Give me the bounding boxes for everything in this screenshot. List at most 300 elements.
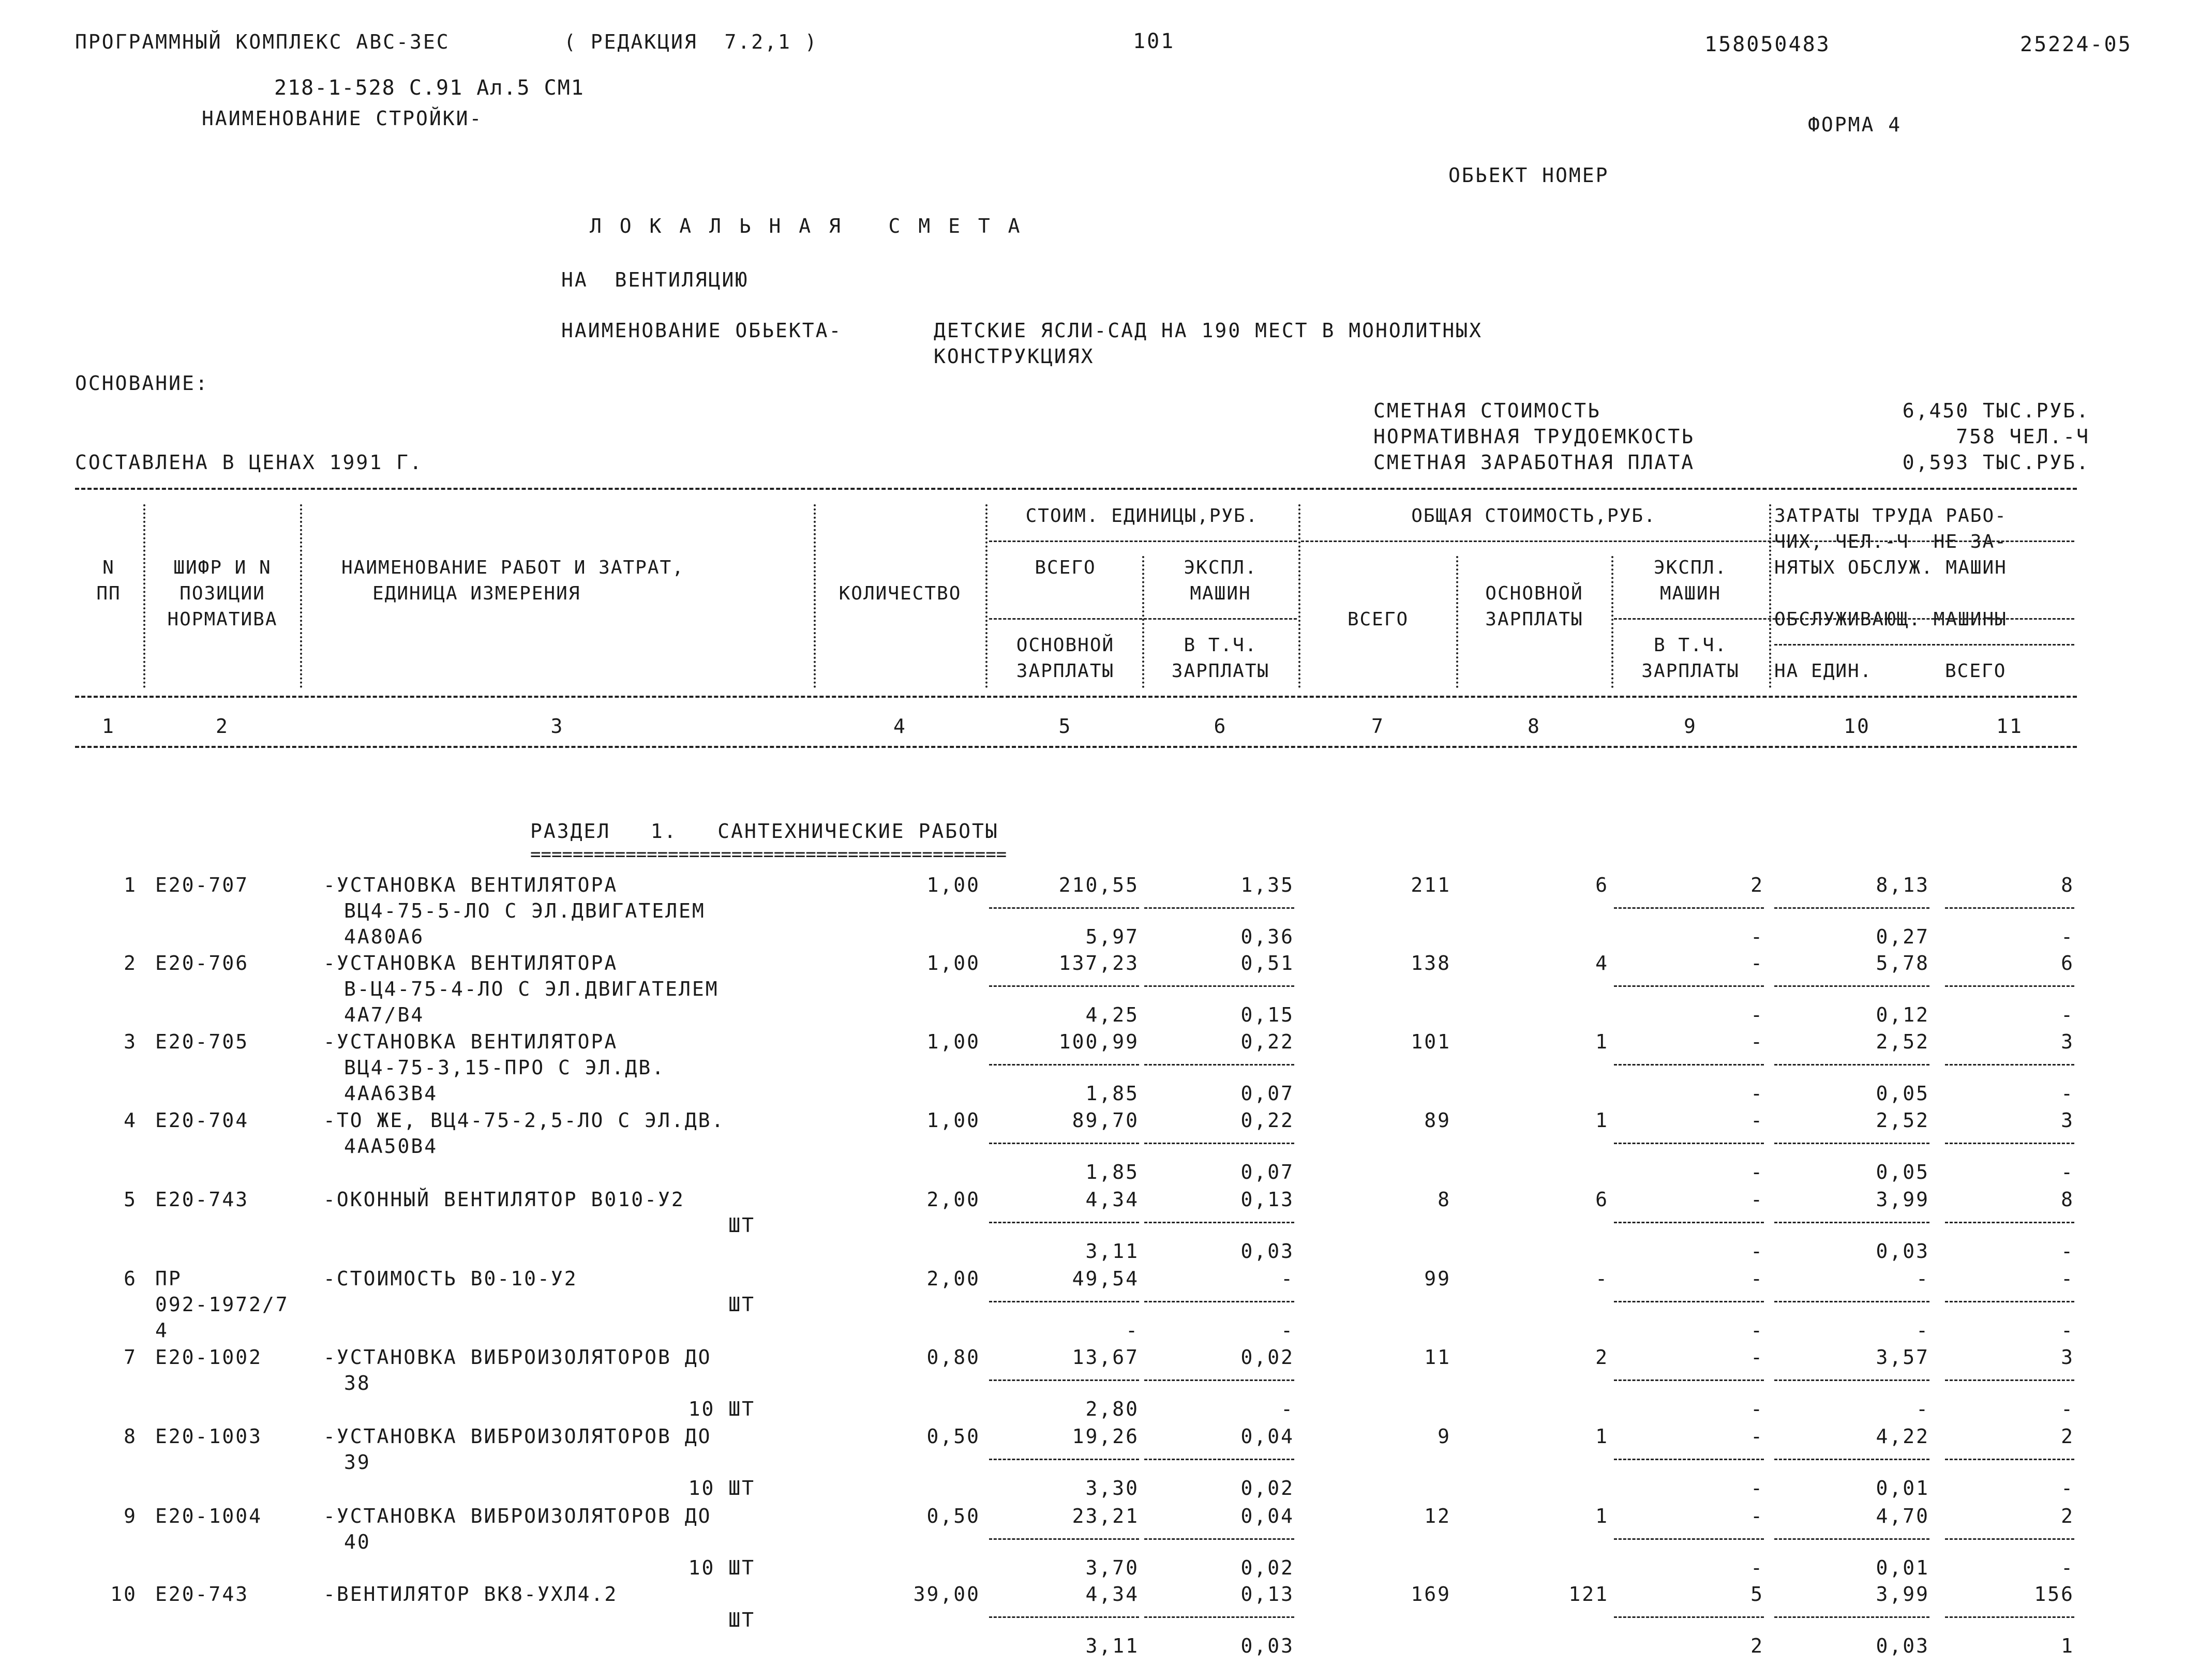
row-total-wages: 1 bbox=[1595, 1030, 1609, 1053]
row-code: Е20-1004 bbox=[155, 1505, 263, 1527]
col6-header-bottom-line1: В Т.Ч. bbox=[1184, 635, 1258, 656]
row-name: 4АА63В4 bbox=[344, 1082, 438, 1105]
row-labor-unit: 3,99 bbox=[1876, 1188, 1929, 1211]
cell-divider bbox=[1144, 1301, 1294, 1302]
row-name: 39 bbox=[344, 1451, 371, 1474]
labor-machines-header: ОБСЛУЖИВАЮЩ. МАШИНЫ bbox=[1774, 609, 2007, 630]
row-labor-unit: 3,57 bbox=[1876, 1346, 1929, 1369]
program-name: ПРОГРАММНЫЙ КОМПЛЕКС АВС-3ЕС bbox=[75, 31, 450, 53]
col-number-6: 6 bbox=[1214, 715, 1228, 738]
row-unit-wages: 5,97 bbox=[1085, 925, 1139, 948]
col-number-3: 3 bbox=[550, 715, 564, 738]
row-total-machines: - bbox=[1750, 1030, 1764, 1053]
col-sep-1 bbox=[143, 504, 145, 688]
object-label: НАИМЕНОВАНИЕ ОБЬЕКТА- bbox=[561, 319, 843, 342]
cell-divider bbox=[1945, 1143, 2074, 1144]
row-unit-machine-wages: 0,07 bbox=[1240, 1082, 1294, 1105]
row-labor-machines-total: - bbox=[2061, 1240, 2074, 1263]
row-labor-machines-unit: 0,27 bbox=[1876, 925, 1929, 948]
row-code: Е20-1003 bbox=[155, 1425, 263, 1448]
row-unit-machine-wages: 0,02 bbox=[1240, 1477, 1294, 1499]
row-labor-machines-total: - bbox=[2061, 1161, 2074, 1183]
row-unit: ШТ bbox=[728, 1214, 755, 1237]
row-labor-machines-total: - bbox=[2061, 1319, 2074, 1342]
row-labor-unit: 8,13 bbox=[1876, 874, 1929, 896]
row-total-machines: 2 bbox=[1750, 874, 1764, 896]
cell-divider bbox=[1144, 1616, 1294, 1618]
row-unit-wages: 3,70 bbox=[1085, 1556, 1139, 1579]
col7-header: ВСЕГО bbox=[1347, 609, 1409, 630]
col5-header-bottom-line1: ОСНОВНОЙ bbox=[1016, 635, 1115, 656]
document-id: 158050483 bbox=[1704, 33, 1831, 56]
row-unit-machine-wages: 0,02 bbox=[1240, 1556, 1294, 1579]
row-unit-total: 19,26 bbox=[1072, 1425, 1139, 1448]
row-unit-machines: 1,35 bbox=[1240, 874, 1294, 896]
rule-unit-cost bbox=[989, 541, 1297, 542]
cell-divider bbox=[989, 1379, 1139, 1381]
row-quantity: 1,00 bbox=[926, 1109, 980, 1132]
row-total-machines: - bbox=[1750, 1425, 1764, 1448]
row-total: 9 bbox=[1438, 1425, 1451, 1448]
row-labor-machines-total: - bbox=[2061, 1556, 2074, 1579]
row-total-machine-wages: - bbox=[1750, 925, 1764, 948]
summary-value-wages: 0,593 ТЫС.РУБ. bbox=[1902, 451, 2090, 474]
col-sep-3 bbox=[814, 504, 816, 688]
col-number-8: 8 bbox=[1528, 715, 1541, 738]
row-unit-total: 13,67 bbox=[1072, 1346, 1139, 1369]
cell-divider bbox=[1774, 1616, 1929, 1618]
summary-label-wages: СМЕТНАЯ ЗАРАБОТНАЯ ПЛАТА bbox=[1373, 451, 1695, 474]
row-code: 092-1972/7 bbox=[155, 1293, 289, 1316]
cell-divider bbox=[1945, 985, 2074, 987]
code-line: 218-1-528 С.91 Ал.5 СМ1 bbox=[274, 76, 585, 100]
cell-divider bbox=[989, 985, 1139, 987]
cell-divider bbox=[1945, 1459, 2074, 1460]
row-total-machines: - bbox=[1750, 1109, 1764, 1132]
row-unit-machines: 0,22 bbox=[1240, 1030, 1294, 1053]
section-underline: ============================================= bbox=[530, 844, 1007, 865]
row-quantity: 0,80 bbox=[926, 1346, 980, 1369]
cell-divider bbox=[1945, 1616, 2074, 1618]
row-labor-machines-unit: - bbox=[1916, 1319, 1929, 1342]
row-labor-total: 3 bbox=[2061, 1346, 2074, 1369]
row-unit-wages: - bbox=[1126, 1319, 1139, 1342]
construction-label: НАИМЕНОВАНИЕ СТРОЙКИ- bbox=[202, 107, 483, 130]
row-number: 5 bbox=[124, 1188, 137, 1211]
row-unit-machines: 0,04 bbox=[1240, 1425, 1294, 1448]
cell-divider bbox=[989, 1064, 1139, 1066]
row-name: -УСТАНОВКА ВЕНТИЛЯТОРА bbox=[323, 952, 618, 974]
row-unit-machine-wages: 0,03 bbox=[1240, 1634, 1294, 1657]
cell-divider bbox=[1614, 1301, 1764, 1302]
row-labor-machines-total: - bbox=[2061, 925, 2074, 948]
col-number-1: 1 bbox=[102, 715, 115, 738]
row-name: 4А80А6 bbox=[344, 925, 425, 948]
row-labor-total: 3 bbox=[2061, 1109, 2074, 1132]
row-labor-machines-unit: 0,05 bbox=[1876, 1161, 1929, 1183]
row-number: 10 bbox=[110, 1583, 137, 1606]
row-labor-machines-unit: 0,12 bbox=[1876, 1003, 1929, 1026]
row-unit: 10 ШТ bbox=[688, 1477, 755, 1499]
row-name: -ВЕНТИЛЯТОР ВК8-УХЛ4.2 bbox=[323, 1583, 618, 1606]
row-unit-wages: 1,85 bbox=[1085, 1082, 1139, 1105]
row-total-wages: 1 bbox=[1595, 1425, 1609, 1448]
row-labor-unit: 2,52 bbox=[1876, 1030, 1929, 1053]
cell-divider bbox=[1614, 1379, 1764, 1381]
row-unit-wages: 3,30 bbox=[1085, 1477, 1139, 1499]
row-unit-machines: 0,51 bbox=[1240, 952, 1294, 974]
row-labor-unit: 3,99 bbox=[1876, 1583, 1929, 1606]
row-unit-machines: 0,02 bbox=[1240, 1346, 1294, 1369]
rule-unit-cost-mid bbox=[989, 618, 1297, 620]
cell-divider bbox=[1144, 985, 1294, 987]
cell-divider bbox=[1945, 1301, 2074, 1302]
col9-header-top-line1: ЭКСПЛ. bbox=[1653, 557, 1728, 578]
row-unit-wages: 2,80 bbox=[1085, 1398, 1139, 1420]
row-unit: 10 ШТ bbox=[688, 1398, 755, 1420]
col-number-7: 7 bbox=[1371, 715, 1385, 738]
row-total: 12 bbox=[1424, 1505, 1451, 1527]
row-total-machines: - bbox=[1750, 1188, 1764, 1211]
col4-header: КОЛИЧЕСТВО bbox=[839, 583, 962, 604]
row-total-wages: - bbox=[1595, 1267, 1609, 1290]
row-total: 211 bbox=[1411, 874, 1451, 896]
basis-label: ОСНОВАНИЕ: bbox=[75, 372, 209, 395]
row-labor-machines-total: 1 bbox=[2061, 1634, 2074, 1657]
row-total: 169 bbox=[1411, 1583, 1451, 1606]
col5-header-top: ВСЕГО bbox=[1035, 557, 1096, 578]
col1-header-line2: ПП bbox=[96, 583, 121, 604]
row-code: ПР bbox=[155, 1267, 182, 1290]
row-name: -СТОИМОСТЬ В0-10-У2 bbox=[323, 1267, 578, 1290]
row-labor-machines-unit: - bbox=[1916, 1398, 1929, 1420]
row-labor-total: 156 bbox=[2034, 1583, 2074, 1606]
rule-header-bottom bbox=[75, 696, 2077, 698]
row-name: 40 bbox=[344, 1531, 371, 1553]
col3-header-line2: ЕДИНИЦА ИЗМЕРЕНИЯ bbox=[372, 583, 581, 604]
row-unit-total: 23,21 bbox=[1072, 1505, 1139, 1527]
cell-divider bbox=[1614, 1459, 1764, 1460]
row-total: 8 bbox=[1438, 1188, 1451, 1211]
rule-labor-mid bbox=[1774, 644, 2074, 646]
cell-divider bbox=[1945, 1064, 2074, 1066]
row-name: -УСТАНОВКА ВЕНТИЛЯТОРА bbox=[323, 874, 618, 896]
row-labor-total: - bbox=[2061, 1267, 2074, 1290]
row-quantity: 2,00 bbox=[926, 1188, 980, 1211]
row-code: Е20-705 bbox=[155, 1030, 249, 1053]
row-name: -УСТАНОВКА ВИБРОИЗОЛЯТОРОВ ДО bbox=[323, 1346, 712, 1369]
col6-header-top-line2: МАШИН bbox=[1190, 583, 1251, 604]
cell-divider bbox=[1614, 1222, 1764, 1223]
cell-divider bbox=[1774, 1222, 1929, 1223]
row-unit: 10 ШТ bbox=[688, 1556, 755, 1579]
col9-header-bottom-line2: ЗАРПЛАТЫ bbox=[1641, 661, 1740, 682]
row-unit-machine-wages: - bbox=[1281, 1319, 1294, 1342]
row-labor-unit: 4,70 bbox=[1876, 1505, 1929, 1527]
row-unit-wages: 3,11 bbox=[1085, 1634, 1139, 1657]
row-name: 38 bbox=[344, 1372, 371, 1394]
col11-header: ВСЕГО bbox=[1945, 661, 2007, 682]
row-name: 4А7/В4 bbox=[344, 1003, 425, 1026]
row-quantity: 1,00 bbox=[926, 874, 980, 896]
row-code: Е20-704 bbox=[155, 1109, 249, 1132]
row-total-machine-wages: 2 bbox=[1750, 1634, 1764, 1657]
row-total-machine-wages: - bbox=[1750, 1556, 1764, 1579]
col-number-9: 9 bbox=[1684, 715, 1697, 738]
row-unit-machine-wages: 0,36 bbox=[1240, 925, 1294, 948]
col-sep-7 bbox=[1456, 556, 1458, 688]
row-number: 4 bbox=[124, 1109, 137, 1132]
cell-divider bbox=[1144, 1143, 1294, 1144]
col10-header: НА ЕДИН. bbox=[1774, 661, 1873, 682]
row-code: Е20-1002 bbox=[155, 1346, 263, 1369]
cell-divider bbox=[1144, 1379, 1294, 1381]
row-number: 9 bbox=[124, 1505, 137, 1527]
cell-divider bbox=[989, 907, 1139, 909]
row-total-machine-wages: - bbox=[1750, 1161, 1764, 1183]
row-unit-machines: 0,04 bbox=[1240, 1505, 1294, 1527]
row-name: -УСТАНОВКА ВЕНТИЛЯТОРА bbox=[323, 1030, 618, 1053]
cell-divider bbox=[989, 1538, 1139, 1540]
cell-divider bbox=[1774, 1538, 1929, 1540]
row-labor-total: 3 bbox=[2061, 1030, 2074, 1053]
object-number-label: ОБЬЕКТ НОМЕР bbox=[1448, 164, 1609, 187]
row-total: 138 bbox=[1411, 952, 1451, 974]
row-quantity: 1,00 bbox=[926, 952, 980, 974]
row-code: Е20-706 bbox=[155, 952, 249, 974]
summary-label-cost: СМЕТНАЯ СТОИМОСТЬ bbox=[1373, 399, 1601, 422]
row-total-machine-wages: - bbox=[1750, 1398, 1764, 1420]
summary-label-labor: НОРМАТИВНАЯ ТРУДОЕМКОСТЬ bbox=[1373, 425, 1695, 448]
document-title: Л О К А Л Ь Н А Я С М Е Т А bbox=[590, 215, 1023, 237]
col5-header-bottom-line2: ЗАРПЛАТЫ bbox=[1016, 661, 1115, 682]
cell-divider bbox=[1774, 1064, 1929, 1066]
row-labor-machines-total: - bbox=[2061, 1398, 2074, 1420]
row-labor-machines-total: - bbox=[2061, 1477, 2074, 1499]
row-labor-unit: - bbox=[1916, 1267, 1929, 1290]
row-quantity: 39,00 bbox=[913, 1583, 980, 1606]
row-total: 11 bbox=[1424, 1346, 1451, 1369]
rule-top bbox=[75, 488, 2077, 490]
row-labor-total: 2 bbox=[2061, 1425, 2074, 1448]
row-total-wages: 121 bbox=[1568, 1583, 1609, 1606]
row-unit-wages: 3,11 bbox=[1085, 1240, 1139, 1263]
col3-header-line1: НАИМЕНОВАНИЕ РАБОТ И ЗАТРАТ, bbox=[341, 557, 684, 578]
col8-header-line2: ЗАРПЛАТЫ bbox=[1485, 609, 1583, 630]
row-unit: ШТ bbox=[728, 1293, 755, 1316]
row-unit-machines: - bbox=[1281, 1267, 1294, 1290]
row-code: Е20-707 bbox=[155, 874, 249, 896]
row-unit-total: 100,99 bbox=[1058, 1030, 1139, 1053]
row-quantity: 0,50 bbox=[926, 1425, 980, 1448]
cell-divider bbox=[1614, 985, 1764, 987]
row-unit-machines: 0,13 bbox=[1240, 1188, 1294, 1211]
col9-header-top-line2: МАШИН bbox=[1659, 583, 1722, 604]
cell-divider bbox=[1774, 1143, 1929, 1144]
row-total-machines: 5 bbox=[1750, 1583, 1764, 1606]
row-unit-total: 89,70 bbox=[1072, 1109, 1139, 1132]
cell-divider bbox=[1144, 1459, 1294, 1460]
col8-header-line1: ОСНОВНОЙ bbox=[1485, 583, 1583, 604]
col2-header-line1: ШИФР И N bbox=[173, 557, 272, 578]
cell-divider bbox=[1945, 1538, 2074, 1540]
row-total-wages: 1 bbox=[1595, 1109, 1609, 1132]
row-total-machines: - bbox=[1750, 1346, 1764, 1369]
row-number: 6 bbox=[124, 1267, 137, 1290]
row-labor-machines-total: - bbox=[2061, 1082, 2074, 1105]
total-cost-header: ОБЩАЯ СТОИМОСТЬ,РУБ. bbox=[1411, 505, 1656, 527]
cell-divider bbox=[989, 1459, 1139, 1460]
cell-divider bbox=[1945, 1379, 2074, 1381]
rule-numbers-bottom bbox=[75, 746, 2077, 748]
labor-header-line2: ЧИХ, ЧЕЛ.-Ч НЕ ЗА- bbox=[1774, 531, 2007, 552]
col-number-5: 5 bbox=[1058, 715, 1072, 738]
cell-divider bbox=[1774, 1301, 1929, 1302]
cell-divider bbox=[1614, 907, 1764, 909]
row-total-wages: 6 bbox=[1595, 1188, 1609, 1211]
row-number: 2 bbox=[124, 952, 137, 974]
col-number-10: 10 bbox=[1844, 715, 1870, 738]
row-total-machine-wages: - bbox=[1750, 1477, 1764, 1499]
row-labor-total: 8 bbox=[2061, 1188, 2074, 1211]
row-total-machine-wages: - bbox=[1750, 1240, 1764, 1263]
cell-divider bbox=[1774, 1459, 1929, 1460]
row-unit-wages: 1,85 bbox=[1085, 1161, 1139, 1183]
row-labor-total: 6 bbox=[2061, 952, 2074, 974]
row-labor-unit: 4,22 bbox=[1876, 1425, 1929, 1448]
col-sep-8 bbox=[1611, 556, 1613, 688]
row-unit-machine-wages: - bbox=[1281, 1398, 1294, 1420]
row-total-machine-wages: - bbox=[1750, 1082, 1764, 1105]
cell-divider bbox=[1614, 1616, 1764, 1618]
program-edition: ( РЕДАКЦИЯ 7.2,1 ) bbox=[564, 31, 818, 53]
row-name: 4АА50В4 bbox=[344, 1135, 438, 1158]
row-unit-machines: 0,13 bbox=[1240, 1583, 1294, 1606]
col-number-2: 2 bbox=[216, 715, 229, 738]
row-unit: ШТ bbox=[728, 1609, 755, 1631]
cell-divider bbox=[1774, 907, 1929, 909]
row-total: 99 bbox=[1424, 1267, 1451, 1290]
sheet-number: 25224-05 bbox=[2020, 33, 2132, 56]
summary-value-cost: 6,450 ТЫС.РУБ. bbox=[1902, 399, 2090, 422]
row-labor-total: 8 bbox=[2061, 874, 2074, 896]
cell-divider bbox=[989, 1222, 1139, 1223]
row-total: 101 bbox=[1411, 1030, 1451, 1053]
row-code: 4 bbox=[155, 1319, 169, 1342]
row-number: 1 bbox=[124, 874, 137, 896]
cell-divider bbox=[1614, 1143, 1764, 1144]
cell-divider bbox=[1945, 907, 2074, 909]
section-title: РАЗДЕЛ 1. САНТЕХНИЧЕСКИЕ РАБОТЫ bbox=[530, 820, 999, 843]
cell-divider bbox=[1774, 985, 1929, 987]
prices-year: СОСТАВЛЕНА В ЦЕНАХ 1991 Г. bbox=[75, 451, 423, 474]
row-unit-total: 137,23 bbox=[1058, 952, 1139, 974]
cell-divider bbox=[1144, 1064, 1294, 1066]
cell-divider bbox=[1144, 1222, 1294, 1223]
row-total-wages: 2 bbox=[1595, 1346, 1609, 1369]
row-labor-machines-unit: 0,01 bbox=[1876, 1556, 1929, 1579]
row-labor-machines-total: - bbox=[2061, 1003, 2074, 1026]
row-name: -ОКОННЫЙ ВЕНТИЛЯТОР В010-У2 bbox=[323, 1188, 685, 1211]
row-total-wages: 6 bbox=[1595, 874, 1609, 896]
col-sep-4 bbox=[985, 504, 987, 688]
cell-divider bbox=[1774, 1379, 1929, 1381]
row-name: ВЦ4-75-5-ЛО С ЭЛ.ДВИГАТЕЛЕМ bbox=[344, 899, 706, 922]
cell-divider bbox=[1614, 1064, 1764, 1066]
col-sep-9 bbox=[1769, 504, 1771, 688]
estimate-subject: НА ВЕНТИЛЯЦИЮ bbox=[561, 268, 749, 291]
cell-divider bbox=[1614, 1538, 1764, 1540]
row-code: Е20-743 bbox=[155, 1583, 249, 1606]
col6-header-top-line1: ЭКСПЛ. bbox=[1184, 557, 1258, 578]
row-quantity: 0,50 bbox=[926, 1505, 980, 1527]
row-code: Е20-743 bbox=[155, 1188, 249, 1211]
row-number: 7 bbox=[124, 1346, 137, 1369]
col9-header-bottom-line1: В Т.Ч. bbox=[1653, 635, 1728, 656]
labor-header-line3: НЯТЫХ ОБСЛУЖ. МАШИН bbox=[1774, 557, 2007, 578]
cell-divider bbox=[1945, 1222, 2074, 1223]
row-number: 3 bbox=[124, 1030, 137, 1053]
col2-header-line3: НОРМАТИВА bbox=[167, 609, 278, 630]
row-total-machines: - bbox=[1750, 952, 1764, 974]
row-name: -УСТАНОВКА ВИБРОИЗОЛЯТОРОВ ДО bbox=[323, 1425, 712, 1448]
row-total: 89 bbox=[1424, 1109, 1451, 1132]
labor-header-line1: ЗАТРАТЫ ТРУДА РАБО- bbox=[1774, 505, 2007, 527]
cell-divider bbox=[989, 1616, 1139, 1618]
row-number: 8 bbox=[124, 1425, 137, 1448]
unit-cost-header: СТОИМ. ЕДИНИЦЫ,РУБ. bbox=[1025, 505, 1259, 527]
object-name-line-1: ДЕТСКИЕ ЯСЛИ-САД НА 190 МЕСТ В МОНОЛИТНЫХ bbox=[934, 319, 1483, 342]
row-total-wages: 4 bbox=[1595, 952, 1609, 974]
row-total-machine-wages: - bbox=[1750, 1003, 1764, 1026]
row-total-wages: 1 bbox=[1595, 1505, 1609, 1527]
cell-divider bbox=[989, 1143, 1139, 1144]
col-number-4: 4 bbox=[893, 715, 907, 738]
col-sep-6 bbox=[1298, 504, 1300, 688]
row-unit-total: 210,55 bbox=[1058, 874, 1139, 896]
row-total-machines: - bbox=[1750, 1505, 1764, 1527]
object-name-line-2: КОНСТРУКЦИЯХ bbox=[934, 345, 1095, 368]
row-labor-machines-unit: 0,05 bbox=[1876, 1082, 1929, 1105]
row-unit-total: 49,54 bbox=[1072, 1267, 1139, 1290]
cell-divider bbox=[989, 1301, 1139, 1302]
row-labor-unit: 5,78 bbox=[1876, 952, 1929, 974]
row-unit-total: 4,34 bbox=[1085, 1188, 1139, 1211]
cell-divider bbox=[1144, 1538, 1294, 1540]
row-labor-machines-unit: 0,03 bbox=[1876, 1634, 1929, 1657]
row-unit-machine-wages: 0,03 bbox=[1240, 1240, 1294, 1263]
row-total-machine-wages: - bbox=[1750, 1319, 1764, 1342]
summary-value-labor: 758 ЧЕЛ.-Ч bbox=[1956, 425, 2090, 448]
form-label: ФОРМА 4 bbox=[1808, 113, 1902, 136]
row-name: -УСТАНОВКА ВИБРОИЗОЛЯТОРОВ ДО bbox=[323, 1505, 712, 1527]
row-unit-total: 4,34 bbox=[1085, 1583, 1139, 1606]
row-unit-machine-wages: 0,15 bbox=[1240, 1003, 1294, 1026]
row-labor-total: 2 bbox=[2061, 1505, 2074, 1527]
row-name: ВЦ4-75-3,15-ПРО С ЭЛ.ДВ. bbox=[344, 1056, 666, 1079]
row-unit-wages: 4,25 bbox=[1085, 1003, 1139, 1026]
cell-divider bbox=[1144, 907, 1294, 909]
row-labor-machines-unit: 0,03 bbox=[1876, 1240, 1929, 1263]
row-name: В-Ц4-75-4-ЛО С ЭЛ.ДВИГАТЕЛЕМ bbox=[344, 978, 719, 1000]
col-number-11: 11 bbox=[1996, 715, 2023, 738]
col-sep-2 bbox=[300, 504, 302, 688]
row-unit-machine-wages: 0,07 bbox=[1240, 1161, 1294, 1183]
row-quantity: 1,00 bbox=[926, 1030, 980, 1053]
row-unit-machines: 0,22 bbox=[1240, 1109, 1294, 1132]
col1-header-line1: N bbox=[102, 557, 115, 578]
row-name: -ТО ЖЕ, ВЦ4-75-2,5-ЛО С ЭЛ.ДВ. bbox=[323, 1109, 725, 1132]
